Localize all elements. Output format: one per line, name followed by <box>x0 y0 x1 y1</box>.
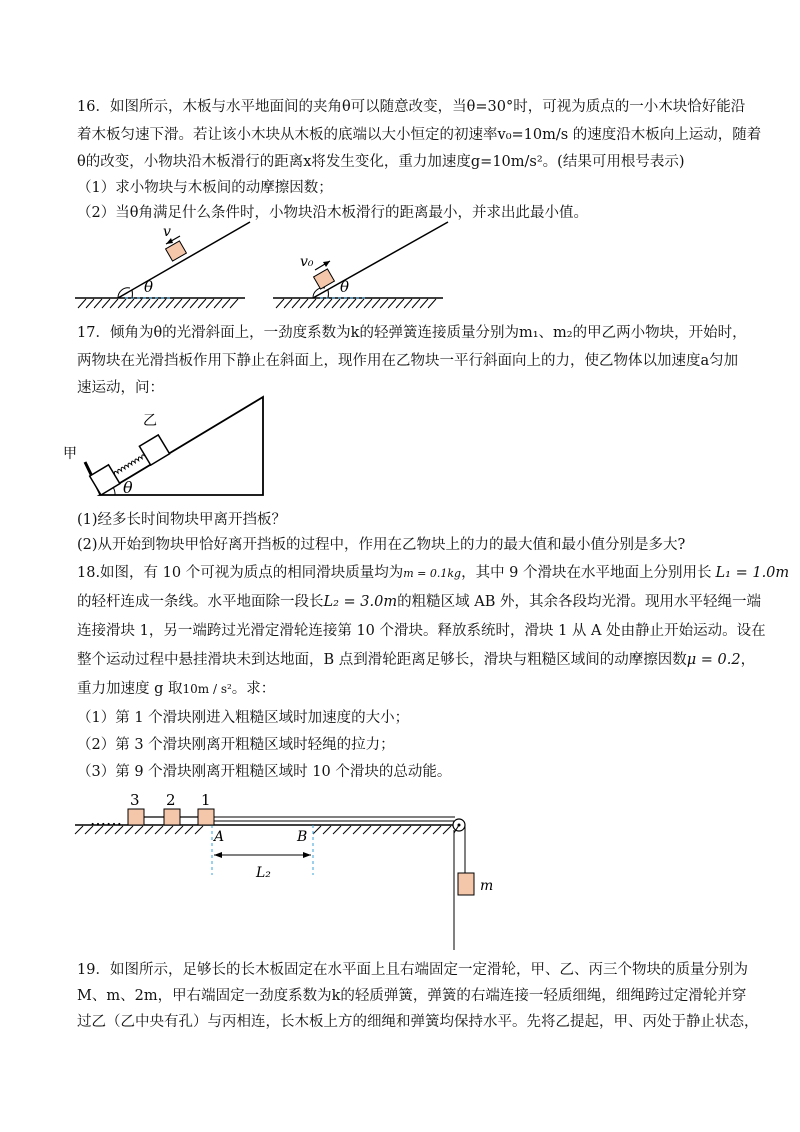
q18-line-4-c: ， <box>740 652 756 668</box>
q19-line-1: 19．如图所示，足够长的长木板固定在水平面上且右端固定一定滑轮，甲、乙、丙三个物块的质量分别为 <box>77 962 748 978</box>
q18-block-3-label: 3 <box>130 791 140 809</box>
q18-line-3: 连接滑块 1，另一端跨过光滑定滑轮连接第 10 个滑块。释放系统时，滑块 1 从 A 处由静止开始运动。设在 <box>77 623 766 639</box>
q18-L2-value: L₂ = 3.0m <box>323 594 398 610</box>
q16-right-theta-label: θ <box>340 278 350 296</box>
q18-mass-value: m = 0.1kg <box>403 567 462 580</box>
q18-line-2-c: 的粗糙区域 AB 外，其余各段均光滑。现用水平轻绳一端 <box>397 594 761 610</box>
q18-L1-value: L₁ = 1.0m <box>715 565 790 581</box>
q18-m-label: m <box>480 878 494 894</box>
q18-line-2 <box>77 592 761 612</box>
q16-sub-1: （1）求小物块与木板间的动摩擦因数； <box>77 180 333 196</box>
q16-right-v0-label: v₀ <box>300 254 314 270</box>
q17-line-3: 速运动，问： <box>77 380 164 396</box>
q17-figure <box>63 395 275 505</box>
q16-line-2: 着木板匀速下滑。若让该小木块从木板的底端以大小恒定的初速率v₀=10m/s 的速度沿木板向上运动，随着 <box>77 127 762 143</box>
q16-left-theta-label: θ <box>144 278 154 296</box>
q16-sub-2: （2）当θ角满足什么条件时，小物块沿木板滑行的距离最小，并求出此最小值。 <box>77 205 588 221</box>
q16-line-1: 16．如图所示，木板与水平地面间的夹角θ可以随意改变，当θ=30°时，可视为质点的一小木块恰好能沿 <box>77 99 746 115</box>
q18-line-5-c: 。求： <box>231 681 276 697</box>
q18-line-1-b: ，其中 9 个滑块在水平地面上分别用长 <box>461 565 712 581</box>
q18-line-2-a: 的轻杆连成一条线。水平地面除一段长 <box>77 594 324 610</box>
q17-yi-label: 乙 <box>143 413 157 429</box>
q17-line-2: 两物块在光滑挡板作用下静止在斜面上，现作用在乙物块一平行斜面向上的力，使乙物体以加速度a匀加 <box>77 353 739 369</box>
q17-sub-1: (1)经多长时间物块甲离开挡板？ <box>77 512 287 528</box>
q16-figure-left <box>70 222 260 312</box>
q18-g-value: 10m / s² <box>182 682 232 696</box>
q18-sub-1: （1）第 1 个滑块刚进入粗糙区域时加速度的大小； <box>77 710 410 726</box>
q18-block-1-label: 1 <box>201 791 211 809</box>
q18-line-5-a: 重力加速度 g 取 <box>77 681 183 697</box>
q19-line-2: M、m、2m，甲右端固定一劲度系数为k的轻质弹簧，弹簧的右端连接一轻质细绳，细绳跨过定滑轮并穿 <box>77 988 747 1004</box>
q18-block-2-label: 2 <box>166 791 176 809</box>
q18-line-4 <box>77 650 755 670</box>
q18-line-4-a: 整个运动过程中悬挂滑块未到达地面，B 点到滑轮距离足够长，滑块与粗糙区域间的动摩擦因数 <box>77 652 687 668</box>
q18-line-5 <box>77 679 275 699</box>
q18-line-1 <box>77 563 789 584</box>
q18-L2-label: L₂ <box>256 865 271 881</box>
q17-line-1: 17．倾角为θ的光滑斜面上，一劲度系数为k的轻弹簧连接质量分别为m₁、m₂的甲乙两小物块，开始时， <box>77 325 747 341</box>
q18-A-label: A <box>214 829 225 845</box>
q17-theta-label: θ <box>123 478 133 497</box>
q18-figure <box>70 785 510 955</box>
q17-sub-2: (2)从开始到物块甲恰好离开挡板的过程中，作用在乙物块上的力的最大值和最小值分别是多大? <box>77 537 686 553</box>
q16-left-v-label: v <box>163 224 171 240</box>
q18-B-label: B <box>297 829 308 845</box>
q18-dots-label: …… <box>90 810 122 829</box>
q18-sub-2: （2）第 3 个滑块刚离开粗糙区域时轻绳的拉力； <box>77 737 395 753</box>
q19-line-3: 过乙（乙中央有孔）与丙相连，长木板上方的细绳和弹簧均保持水平。先将乙提起，甲、丙处于静止状态， <box>77 1014 759 1030</box>
q16-figure-right <box>268 222 458 312</box>
q18-line-1-a: 18.如图，有 10 个可视为质点的相同滑块质量均为 <box>77 565 404 581</box>
q18-mu-value: μ = 0.2 <box>686 652 741 668</box>
q17-jia-label: 甲 <box>63 446 77 462</box>
q16-line-3: θ的改变，小物块沿木板滑行的距离x将发生变化，重力加速度g=10m/s²。(结果可用根号表示) <box>77 154 685 170</box>
q18-sub-3: （3）第 9 个滑块刚离开粗糙区域时 10 个滑块的总动能。 <box>77 764 452 780</box>
